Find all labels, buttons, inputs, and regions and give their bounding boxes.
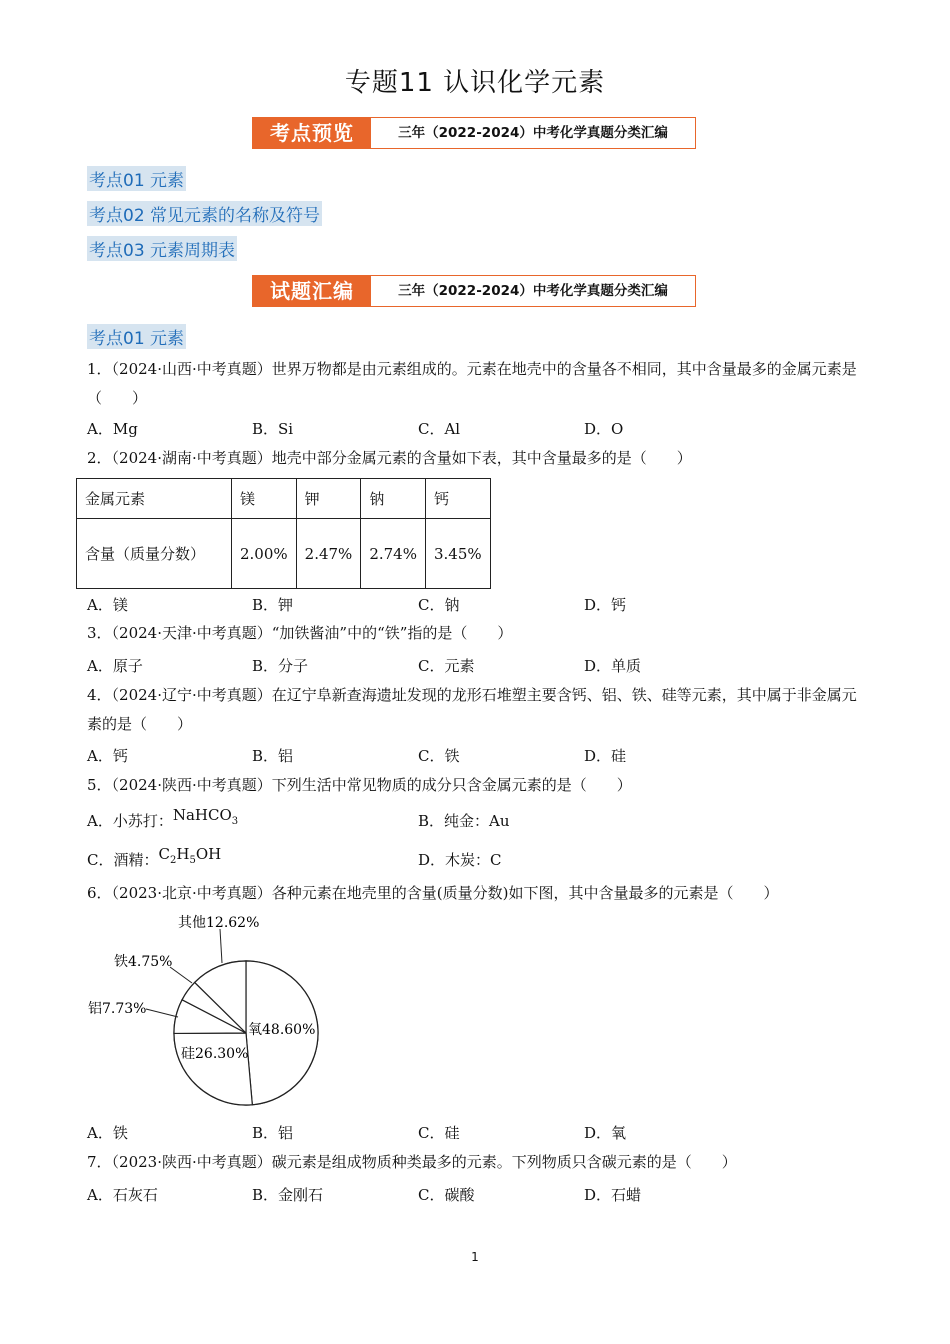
formula-part: OH [195, 845, 222, 863]
q5-option-d[interactable]: D．木炭：C [418, 851, 502, 869]
formula-subscript: 2 [169, 855, 177, 866]
q1-option-c[interactable]: C．Al [418, 420, 461, 438]
table-header-cell: 钠 [361, 479, 426, 519]
table-header-cell: 钾 [296, 479, 361, 519]
metal-content-table [76, 478, 491, 589]
q1-option-a[interactable]: A．Mg [87, 420, 138, 438]
q3-option-b[interactable]: B．分子 [252, 657, 309, 675]
formula-part: NaHCO [172, 806, 232, 824]
q1-option-b[interactable]: B．Si [252, 420, 294, 438]
q4-option-d[interactable]: D．硅 [584, 747, 627, 765]
q5-option-a-label: A．小苏打： [87, 812, 173, 830]
q2-option-d[interactable]: D．钙 [584, 596, 627, 614]
pie-slice-label: 其他12.62% [178, 915, 260, 931]
toc-item-3[interactable]: 考点03 元素周期表 [87, 236, 237, 261]
q1-option-d[interactable]: D．O [584, 420, 624, 438]
q5-option-a[interactable] [87, 806, 239, 833]
pie-slice-label: 铝7.73% [88, 1001, 147, 1017]
pie-slice [174, 1033, 252, 1105]
q6-option-a[interactable]: A．铁 [87, 1124, 128, 1142]
q3-option-c[interactable]: C．元素 [418, 657, 475, 675]
formula-part: C [158, 845, 170, 863]
question-1-stem: 1．（2024·山西·中考真题）世界万物都是由元素组成的。元素在地壳中的含量各不相同，其中含量最多的金属元素是（ ） [87, 360, 857, 407]
q2-option-a[interactable]: A．镁 [87, 596, 128, 614]
q7-option-b[interactable]: B．金刚石 [252, 1186, 324, 1204]
preview-banner [252, 117, 696, 149]
table-cell: 2.00% [232, 519, 297, 589]
q5-option-c[interactable] [87, 845, 222, 872]
q3-option-d[interactable]: D．单质 [584, 657, 642, 675]
q5-option-a-formula [172, 806, 239, 827]
q4-option-b[interactable]: B．铝 [252, 747, 294, 765]
pie-slice-label: 硅26.30% [181, 1046, 249, 1062]
question-2-stem: 2．（2024·湖南·中考真题）地壳中部分金属元素的含量如下表，其中含量最多的是（ ） [87, 449, 692, 467]
pie-leader-line [170, 967, 192, 983]
section-heading: 考点01 元素 [87, 324, 186, 349]
q5-option-b[interactable]: B．纯金：Au [418, 812, 510, 830]
q4-option-c[interactable]: C．铁 [418, 747, 460, 765]
earth-crust-pie-chart [80, 905, 340, 1115]
table-cell: 2.47% [296, 519, 361, 589]
table-cell: 含量（质量分数） [77, 519, 232, 589]
preview-banner-subtitle: 三年（2022-2024）中考化学真题分类汇编 [398, 125, 668, 141]
question-5-stem: 5．（2024·陕西·中考真题）下列生活中常见物质的成分只含金属元素的是（ ） [87, 776, 632, 794]
q5-option-c-formula [158, 845, 222, 866]
table-header-cell: 镁 [232, 479, 297, 519]
formula-subscript: 3 [231, 816, 239, 827]
exercises-banner-tag: 试题汇编 [253, 276, 371, 306]
q4-option-a[interactable]: A．钙 [87, 747, 128, 765]
question-6-stem: 6．（2023·北京·中考真题）各种元素在地壳里的含量(质量分数)如下图，其中含量最多的元素是（ ） [87, 884, 779, 902]
pie-slice-label: 氧48.60% [248, 1022, 316, 1038]
exercises-banner [252, 275, 696, 307]
table-cell: 3.45% [425, 519, 490, 589]
q6-option-d[interactable]: D．氧 [584, 1124, 627, 1142]
table-cell: 2.74% [361, 519, 426, 589]
formula-subscript: 5 [189, 855, 196, 866]
exercises-banner-subtitle: 三年（2022-2024）中考化学真题分类汇编 [398, 283, 668, 299]
toc-item-1[interactable]: 考点01 元素 [87, 166, 186, 191]
page-title: 专题11 认识化学元素 [344, 68, 606, 98]
preview-banner-tag: 考点预览 [253, 118, 371, 148]
question-7-stem: 7．（2023·陕西·中考真题）碳元素是组成物质种类最多的元素。下列物质只含碳元素的是（ ） [87, 1153, 737, 1171]
table-header-cell: 钙 [425, 479, 490, 519]
q6-option-b[interactable]: B．铝 [252, 1124, 294, 1142]
q2-option-c[interactable]: C．钠 [418, 596, 460, 614]
pie-leader-line [146, 1009, 178, 1017]
toc-item-2[interactable]: 考点02 常见元素的名称及符号 [87, 201, 322, 226]
table-header-cell: 金属元素 [77, 479, 232, 519]
q7-option-a[interactable]: A．石灰石 [87, 1186, 158, 1204]
q3-option-a[interactable]: A．原子 [87, 657, 143, 675]
question-3-stem: 3．（2024·天津·中考真题）“加铁酱油”中的“铁”指的是（ ） [87, 624, 513, 642]
q6-option-c[interactable]: C．硅 [418, 1124, 460, 1142]
q7-option-d[interactable]: D．石蜡 [584, 1186, 642, 1204]
formula-part: H [176, 845, 190, 863]
q7-option-c[interactable]: C．碳酸 [418, 1186, 475, 1204]
q5-option-c-label: C．酒精： [87, 851, 159, 869]
question-4-stem: 4．（2024·辽宁·中考真题）在辽宁阜新查海遗址发现的龙形石堆塑主要含钙、铝、铁、硅等元素，其中属于非金属元素的是（ ） [87, 686, 857, 733]
pie-leader-line [220, 929, 222, 963]
q2-option-b[interactable]: B．钾 [252, 596, 294, 614]
pie-slice-label: 铁4.75% [114, 954, 173, 970]
page-number: 1 [471, 1250, 479, 1264]
